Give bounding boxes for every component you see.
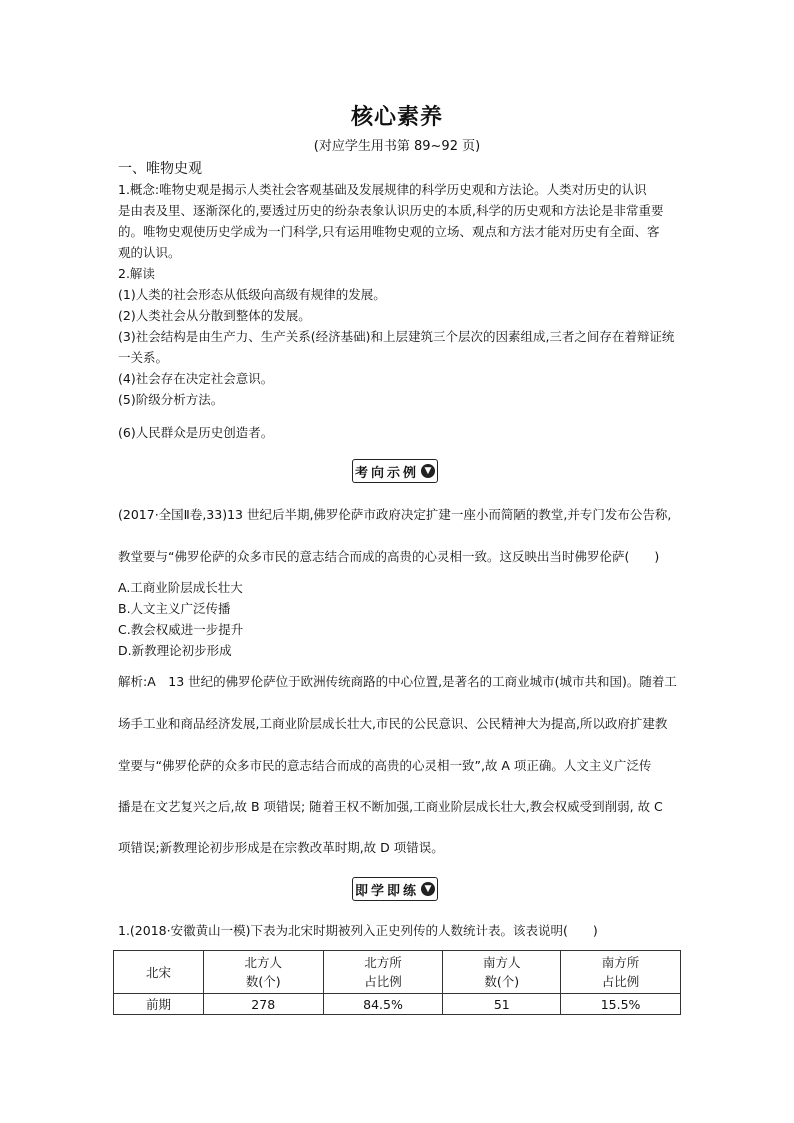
section-heading: 一、唯物史观 <box>118 161 202 177</box>
badge-practice <box>352 877 438 901</box>
table-row <box>114 994 681 1015</box>
header-line: 占比例 <box>364 974 402 989</box>
header-line: 北方所 <box>364 955 402 970</box>
question-line: (2017·全国Ⅱ卷,33)13 世纪后半期,佛罗伦萨市政府决定扩建一座小而简陋的教堂,并专门发布公告称, <box>118 507 672 522</box>
interpret-label: 2.解读 <box>118 266 155 281</box>
question-line: 教堂要与“佛罗伦萨的众多市民的意志结合而成的高贵的心灵相一致。这反映出当时佛罗伦萨( ) <box>118 549 660 564</box>
header-line: 占比例 <box>601 974 640 989</box>
concept-line: 观的认识。 <box>118 245 181 260</box>
header-line: 数(个) <box>484 974 520 989</box>
table-cell: 前期 <box>114 994 204 1015</box>
header-line: 数(个) <box>245 974 281 989</box>
analysis-line: 项错误;新教理论初步形成是在宗教改革时期,故 D 项错误。 <box>118 840 444 855</box>
concept-line: 的。唯物史观使历史学成为一门科学,只有运用唯物史观的立场、观点和方法才能对历史有全面、客 <box>118 224 660 239</box>
header-line: 北方人 <box>244 955 282 970</box>
chevron-down-icon: ▼ <box>421 464 435 478</box>
table-cell: 278 <box>203 994 323 1015</box>
point-item: (4)社会存在决定社会意识。 <box>118 371 274 386</box>
practice-question: 1.(2018·安徽黄山一模)下表为北宋时期被列入正史列传的人数统计表。该表说明( ) <box>118 923 598 938</box>
badge-example <box>352 459 438 483</box>
table-cell: 84.5% <box>323 994 443 1015</box>
table-header-cell <box>561 951 681 994</box>
header-line: 南方人 <box>483 955 521 970</box>
option-d: D.新教理论初步形成 <box>118 643 232 658</box>
point-item: (3)社会结构是由生产力、生产关系(经济基础)和上层建筑三个层次的因素组成,三者之间存在着辩证统 <box>118 329 675 344</box>
statistics-table <box>113 950 681 1015</box>
page-subtitle: (对应学生用书第 89~92 页) <box>313 139 481 154</box>
option-b: B.人文主义广泛传播 <box>118 601 231 616</box>
point-item: (6)人民群众是历史创造者。 <box>118 425 274 440</box>
table-header-cell <box>443 951 561 994</box>
point-item: (1)人类的社会形态从低级向高级有规律的发展。 <box>118 287 386 302</box>
table-cell: 51 <box>443 994 561 1015</box>
analysis-line: 场手工业和商品经济发展,工商业阶层成长壮大,市民的公民意识、公民精神大为提高,所以政府扩建教 <box>118 716 668 731</box>
table-header-cell <box>203 951 323 994</box>
badge-label: 即学即练 <box>354 883 419 899</box>
point-item: (2)人类社会从分散到整体的发展。 <box>118 308 311 323</box>
analysis-line: 堂要与“佛罗伦萨的众多市民的意志结合而成的高贵的心灵相一致”,故 A 项正确。人文主义广泛传 <box>118 758 652 773</box>
point-item: 一关系。 <box>118 350 169 365</box>
table-header-cell: 北宋 <box>114 951 204 994</box>
page-title: 核心素养 <box>350 105 443 130</box>
concept-line: 是由表及里、逐渐深化的,要透过历史的纷杂表象认识历史的本质,科学的历史观和方法论是非常重要 <box>118 203 664 218</box>
option-c: C.教会权威进一步提升 <box>118 622 244 637</box>
table-header-cell <box>323 951 443 994</box>
header-line: 南方所 <box>601 955 640 970</box>
badge-label: 考向示例 <box>354 465 419 481</box>
point-item: (5)阶级分析方法。 <box>118 392 224 407</box>
table-header-row <box>114 951 681 994</box>
chevron-down-icon: ▼ <box>421 882 435 896</box>
analysis-line: 解析:A 13 世纪的佛罗伦萨位于欧洲传统商路的中心位置,是著名的工商业城市(城市共和国)。随着工 <box>118 674 677 689</box>
concept-line: 1.概念:唯物史观是揭示人类社会客观基础及发展规律的科学历史观和方法论。人类对历史的认识 <box>118 182 647 197</box>
option-a: A.工商业阶层成长壮大 <box>118 580 243 595</box>
table-cell: 15.5% <box>561 994 681 1015</box>
analysis-line: 播是在文艺复兴之后,故 B 项错误; 随着王权不断加强,工商业阶层成长壮大,教会权威受到削弱, 故 C <box>118 799 663 814</box>
